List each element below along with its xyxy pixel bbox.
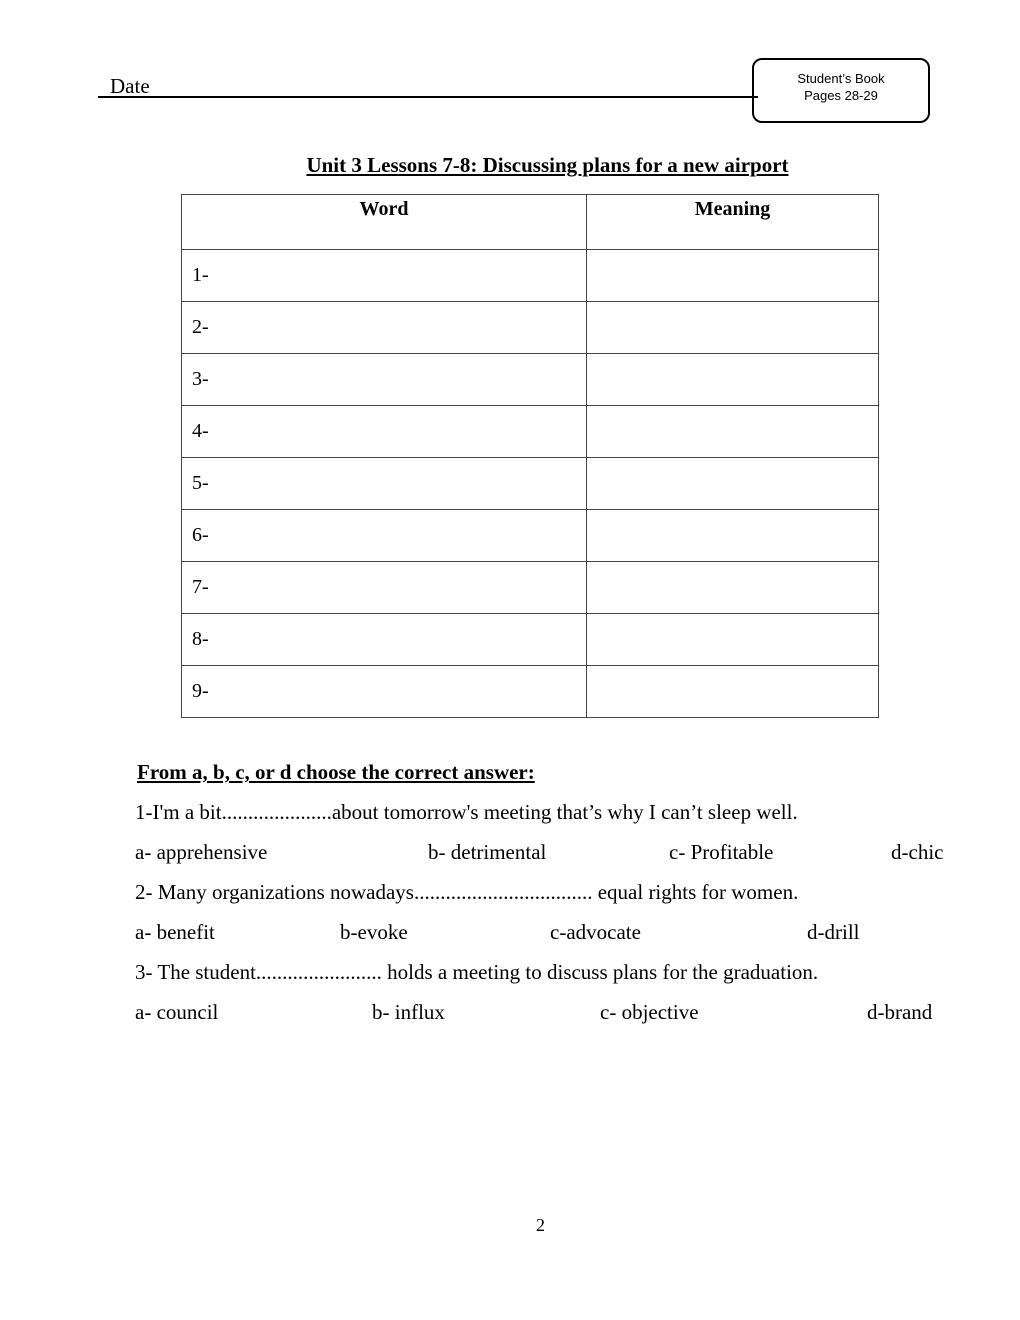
answer-option[interactable]: c-advocate — [550, 920, 641, 944]
question-text: 2- Many organizations nowadays.................................. equal rights for women. — [135, 880, 799, 904]
answer-option[interactable]: c- Profitable — [669, 840, 774, 864]
answer-option[interactable]: c- objective — [600, 1000, 699, 1024]
word-cell[interactable]: 6- — [182, 510, 587, 562]
page-number: 2 — [536, 1215, 545, 1235]
meaning-cell[interactable] — [587, 302, 879, 354]
table-row — [182, 406, 879, 458]
answer-option[interactable]: a- apprehensive — [135, 840, 268, 864]
word-cell[interactable]: 5- — [182, 458, 587, 510]
answer-option[interactable]: d-brand — [867, 1000, 933, 1024]
meaning-cell[interactable] — [587, 406, 879, 458]
meaning-cell[interactable] — [587, 614, 879, 666]
question-text: 1-I'm a bit.....................about tomorrow's meeting that’s why I can’t sleep well. — [135, 800, 798, 824]
word-cell[interactable]: 7- — [182, 562, 587, 614]
badge-pages: Pages 28-29 — [804, 88, 878, 103]
date-label: Date — [110, 74, 150, 98]
meaning-cell[interactable] — [587, 354, 879, 406]
table-row — [182, 354, 879, 406]
meaning-cell[interactable] — [587, 510, 879, 562]
vocabulary-table — [181, 194, 879, 718]
header-meaning: Meaning — [587, 195, 879, 250]
answer-option[interactable]: b- detrimental — [428, 840, 547, 864]
table-row — [182, 614, 879, 666]
answer-option[interactable]: d-drill — [807, 920, 860, 944]
table-row — [182, 510, 879, 562]
table-row — [182, 250, 879, 302]
meaning-cell[interactable] — [587, 250, 879, 302]
word-cell[interactable]: 9- — [182, 666, 587, 718]
table-header-row — [182, 195, 879, 250]
answer-option[interactable]: a- benefit — [135, 920, 215, 944]
badge-title: Student’s Book — [797, 71, 885, 86]
word-cell[interactable]: 8- — [182, 614, 587, 666]
meaning-cell[interactable] — [587, 562, 879, 614]
header-word: Word — [182, 195, 587, 250]
worksheet-title: Unit 3 Lessons 7-8: Discussing plans for a new airport — [306, 153, 789, 177]
answer-option[interactable]: b- influx — [372, 1000, 445, 1024]
word-cell[interactable]: 1- — [182, 250, 587, 302]
table-row — [182, 302, 879, 354]
word-cell[interactable]: 2- — [182, 302, 587, 354]
question-text: 3- The student........................ holds a meeting to discuss plans for the graduation. — [135, 960, 819, 984]
students-book-badge — [752, 58, 930, 123]
table-row — [182, 666, 879, 718]
section-heading: From a, b, c, or d choose the correct answer: — [137, 760, 535, 784]
date-line — [98, 96, 758, 98]
meaning-cell[interactable] — [587, 458, 879, 510]
answer-option[interactable]: b-evoke — [340, 920, 408, 944]
answer-option[interactable]: a- council — [135, 1000, 219, 1024]
meaning-cell[interactable] — [587, 666, 879, 718]
word-cell[interactable]: 4- — [182, 406, 587, 458]
word-cell[interactable]: 3- — [182, 354, 587, 406]
table-row — [182, 458, 879, 510]
answer-option[interactable]: d-chic — [891, 840, 944, 864]
table-row — [182, 562, 879, 614]
